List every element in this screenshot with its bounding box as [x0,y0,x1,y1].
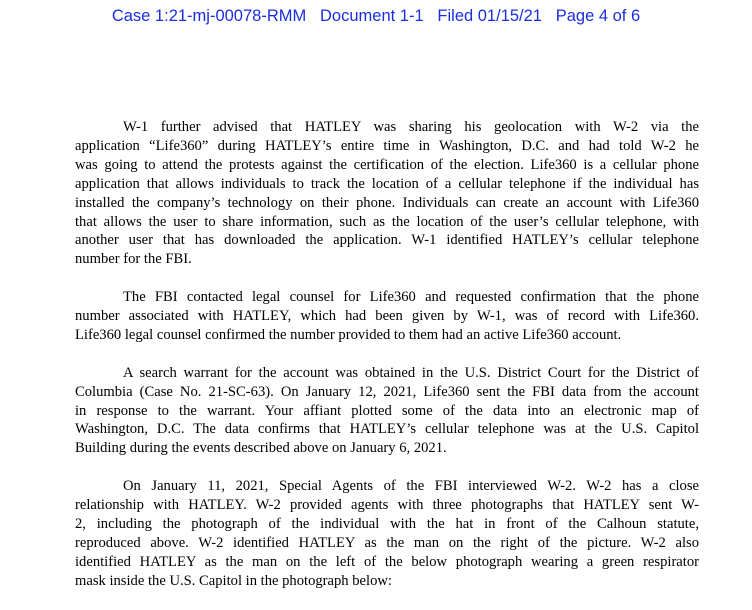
court-filing-header [0,7,752,26]
text-line: 2, including the photograph of the individual with the hat in front of the Calhoun statute, [75,515,699,532]
text-line: W-1 further advised that HATLEY was sharing his geolocation with W-2 via the [123,119,699,135]
document-number: Document 1-1 [320,7,424,25]
text-line: mask inside the U.S. Capitol in the photograph below: [75,572,392,589]
text-line: number associated with HATLEY, which had been given by W-1, was of record with Life360. [75,308,699,325]
text-line: application “Life360” during HATLEY’s entire time in Washington, D.C. and had told W-2 he [75,137,699,154]
text-line: The FBI contacted legal counsel for Life360 and requested confirmation that the phone [123,289,699,306]
text-line: was going to attend the protests against the certification of the election. Life360 is a cellular phone [75,156,699,173]
text-line: that allows the user to share information, such as the location of the user’s cellular telephone, with [75,213,699,230]
text-line: On January 11, 2021, Special Agents of the FBI interviewed W-2. W-2 has a close [123,478,699,495]
paragraph-w2-interview [75,477,699,590]
text-line: Building during the events described above on January 6, 2021. [75,440,447,457]
text-line: Life360 legal counsel confirmed the number provided to them had an active Life360 account. [75,326,622,343]
text-line: reproduced above. W-2 identified HATLEY as the man on the right of the picture. W-2 also [75,534,699,551]
text-line: installed the company’s technology on their phone. Individuals can create an account with Life360 [75,194,699,211]
text-line: application that allows individuals to track the location of a cellular telephone if the individual has [75,175,699,192]
document-body [75,118,699,610]
filed-date: Filed 01/15/21 [437,7,542,25]
paragraph-life360-sharing [75,118,699,269]
text-line: another user that has downloaded the application. W-1 identified HATLEY’s cellular telephone [75,232,699,249]
text-line: in response to the warrant. Your affiant plotted some of the data into an electronic map of [75,402,699,419]
text-line: Washington, D.C. The data confirms that HATLEY’s cellular telephone was at the U.S. Capitol [75,421,699,438]
text-line: Columbia (Case No. 21-SC-63). On January 12, 2021, Life360 sent the FBI data from the account [75,383,699,400]
case-number: Case 1:21-mj-00078-RMM [111,7,307,25]
paragraph-search-warrant [75,364,699,459]
text-line: relationship with HATLEY. W-2 provided agents with three photographs that HATLEY sent W- [75,497,699,514]
paragraph-legal-counsel [75,288,699,345]
text-line: identified HATLEY as the man on the left of the below photograph wearing a green respirator [75,553,699,570]
page-number: Page 4 of 6 [555,7,641,25]
text-line: number for the FBI. [75,251,192,268]
text-line: A search warrant for the account was obtained in the U.S. District Court for the District of [123,364,699,381]
